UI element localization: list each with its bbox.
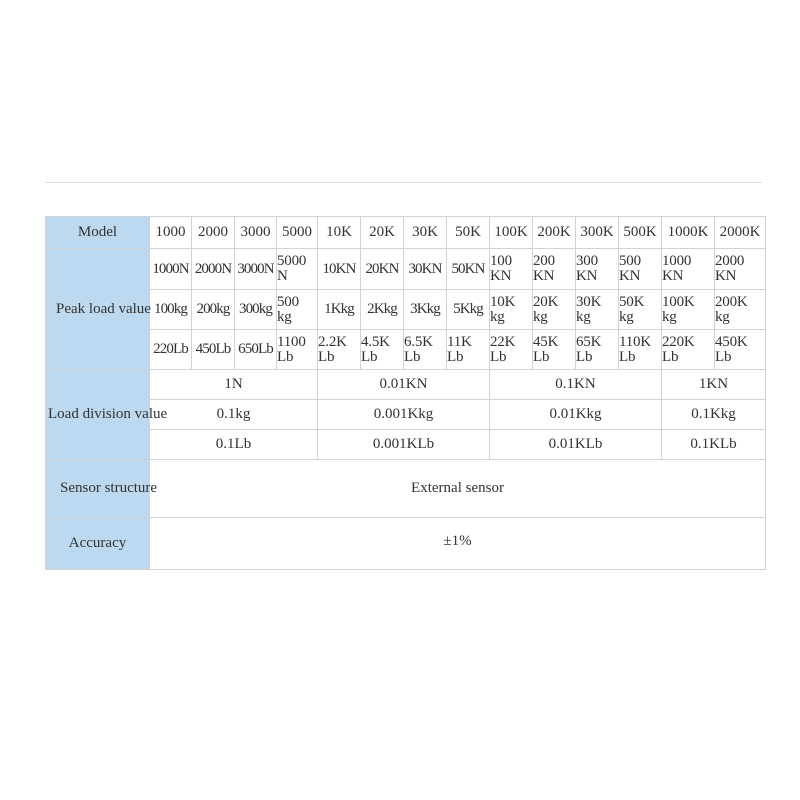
top-divider-line [45,182,762,183]
peak-kg-cell: 300kg [235,290,277,330]
peak-kg-cell: 100kg [150,290,192,330]
model-cell: 100K [490,217,533,249]
peak-lb-cell: 220K Lb [662,330,715,370]
division-cell: 0.1Kkg [662,400,766,430]
peak-kg-cell: 5Kkg [447,290,490,330]
peak-kg-cell: 30K kg [576,290,619,330]
peak-lb-cell: 450K Lb [715,330,766,370]
division-cell: 0.001KLb [318,430,490,460]
peak-n-cell: 1000N [150,249,192,290]
accuracy-row [46,518,766,570]
division-lb-row [46,430,766,460]
division-cell: 1KN [662,370,766,400]
peak-lb-cell: 650Lb [235,330,277,370]
division-cell: 0.1Lb [150,430,318,460]
peak-lb-cell: 22K Lb [490,330,533,370]
peak-n-cell: 500 KN [619,249,662,290]
sensor-row [46,460,766,518]
peak-n-cell: 2000 KN [715,249,766,290]
peak-lb-cell: 11K Lb [447,330,490,370]
model-cell: 2000K [715,217,766,249]
peak-n-cell: 200 KN [533,249,576,290]
peak-lb-cell: 450Lb [192,330,235,370]
peak-kg-cell: 100K kg [662,290,715,330]
division-cell: 0.01Kkg [490,400,662,430]
peak-kg-cell: 20K kg [533,290,576,330]
model-cell: 500K [619,217,662,249]
peak-n-cell: 30KN [404,249,447,290]
division-cell: 0.001Kkg [318,400,490,430]
accuracy-label: Accuracy [46,518,150,570]
sensor-structure-label: Sensor structure [46,460,150,518]
model-cell: 50K [447,217,490,249]
peak-lb-cell: 65K Lb [576,330,619,370]
peak-lb-cell: 6.5K Lb [404,330,447,370]
peak-kg-cell: 10K kg [490,290,533,330]
peak-kg-cell: 500 kg [277,290,318,330]
model-cell: 5000 [277,217,318,249]
peak-lb-cell: 110K Lb [619,330,662,370]
peak-kg-cell: 50K kg [619,290,662,330]
model-cell: 1000K [662,217,715,249]
peak-lb-row [46,330,766,370]
peak-n-cell: 20KN [361,249,404,290]
division-cell: 1N [150,370,318,400]
peak-n-row [46,249,766,290]
load-division-label: Load division value [46,370,150,460]
peak-n-cell: 3000N [235,249,277,290]
division-cell: 0.1kg [150,400,318,430]
peak-lb-cell: 1100 Lb [277,330,318,370]
peak-n-cell: 2000N [192,249,235,290]
model-cell: 10K [318,217,361,249]
peak-kg-cell: 1Kkg [318,290,361,330]
peak-n-cell: 10KN [318,249,361,290]
peak-kg-cell: 200kg [192,290,235,330]
accuracy-value: ±1% [150,518,766,570]
model-cell: 2000 [192,217,235,249]
peak-lb-cell: 220Lb [150,330,192,370]
division-cell: 0.01KN [318,370,490,400]
peak-n-cell: 300 KN [576,249,619,290]
peak-kg-cell: 3Kkg [404,290,447,330]
peak-n-cell: 5000 N [277,249,318,290]
peak-n-cell: 1000 KN [662,249,715,290]
peak-lb-cell: 45K Lb [533,330,576,370]
peak-lb-cell: 2.2K Lb [318,330,361,370]
model-label: Model [46,217,150,249]
division-n-row [46,370,766,400]
division-cell: 0.1KLb [662,430,766,460]
peak-load-label: Peak load value [46,249,150,370]
specification-table [45,216,766,570]
peak-lb-cell: 4.5K Lb [361,330,404,370]
sensor-structure-value: External sensor [150,460,766,518]
peak-n-cell: 50KN [447,249,490,290]
model-cell: 200K [533,217,576,249]
peak-kg-cell: 2Kkg [361,290,404,330]
model-cell: 20K [361,217,404,249]
peak-kg-row [46,290,766,330]
model-row [46,217,766,249]
model-cell: 300K [576,217,619,249]
model-cell: 30K [404,217,447,249]
peak-kg-cell: 200K kg [715,290,766,330]
model-cell: 1000 [150,217,192,249]
model-cell: 3000 [235,217,277,249]
peak-n-cell: 100 KN [490,249,533,290]
division-cell: 0.01KLb [490,430,662,460]
division-cell: 0.1KN [490,370,662,400]
